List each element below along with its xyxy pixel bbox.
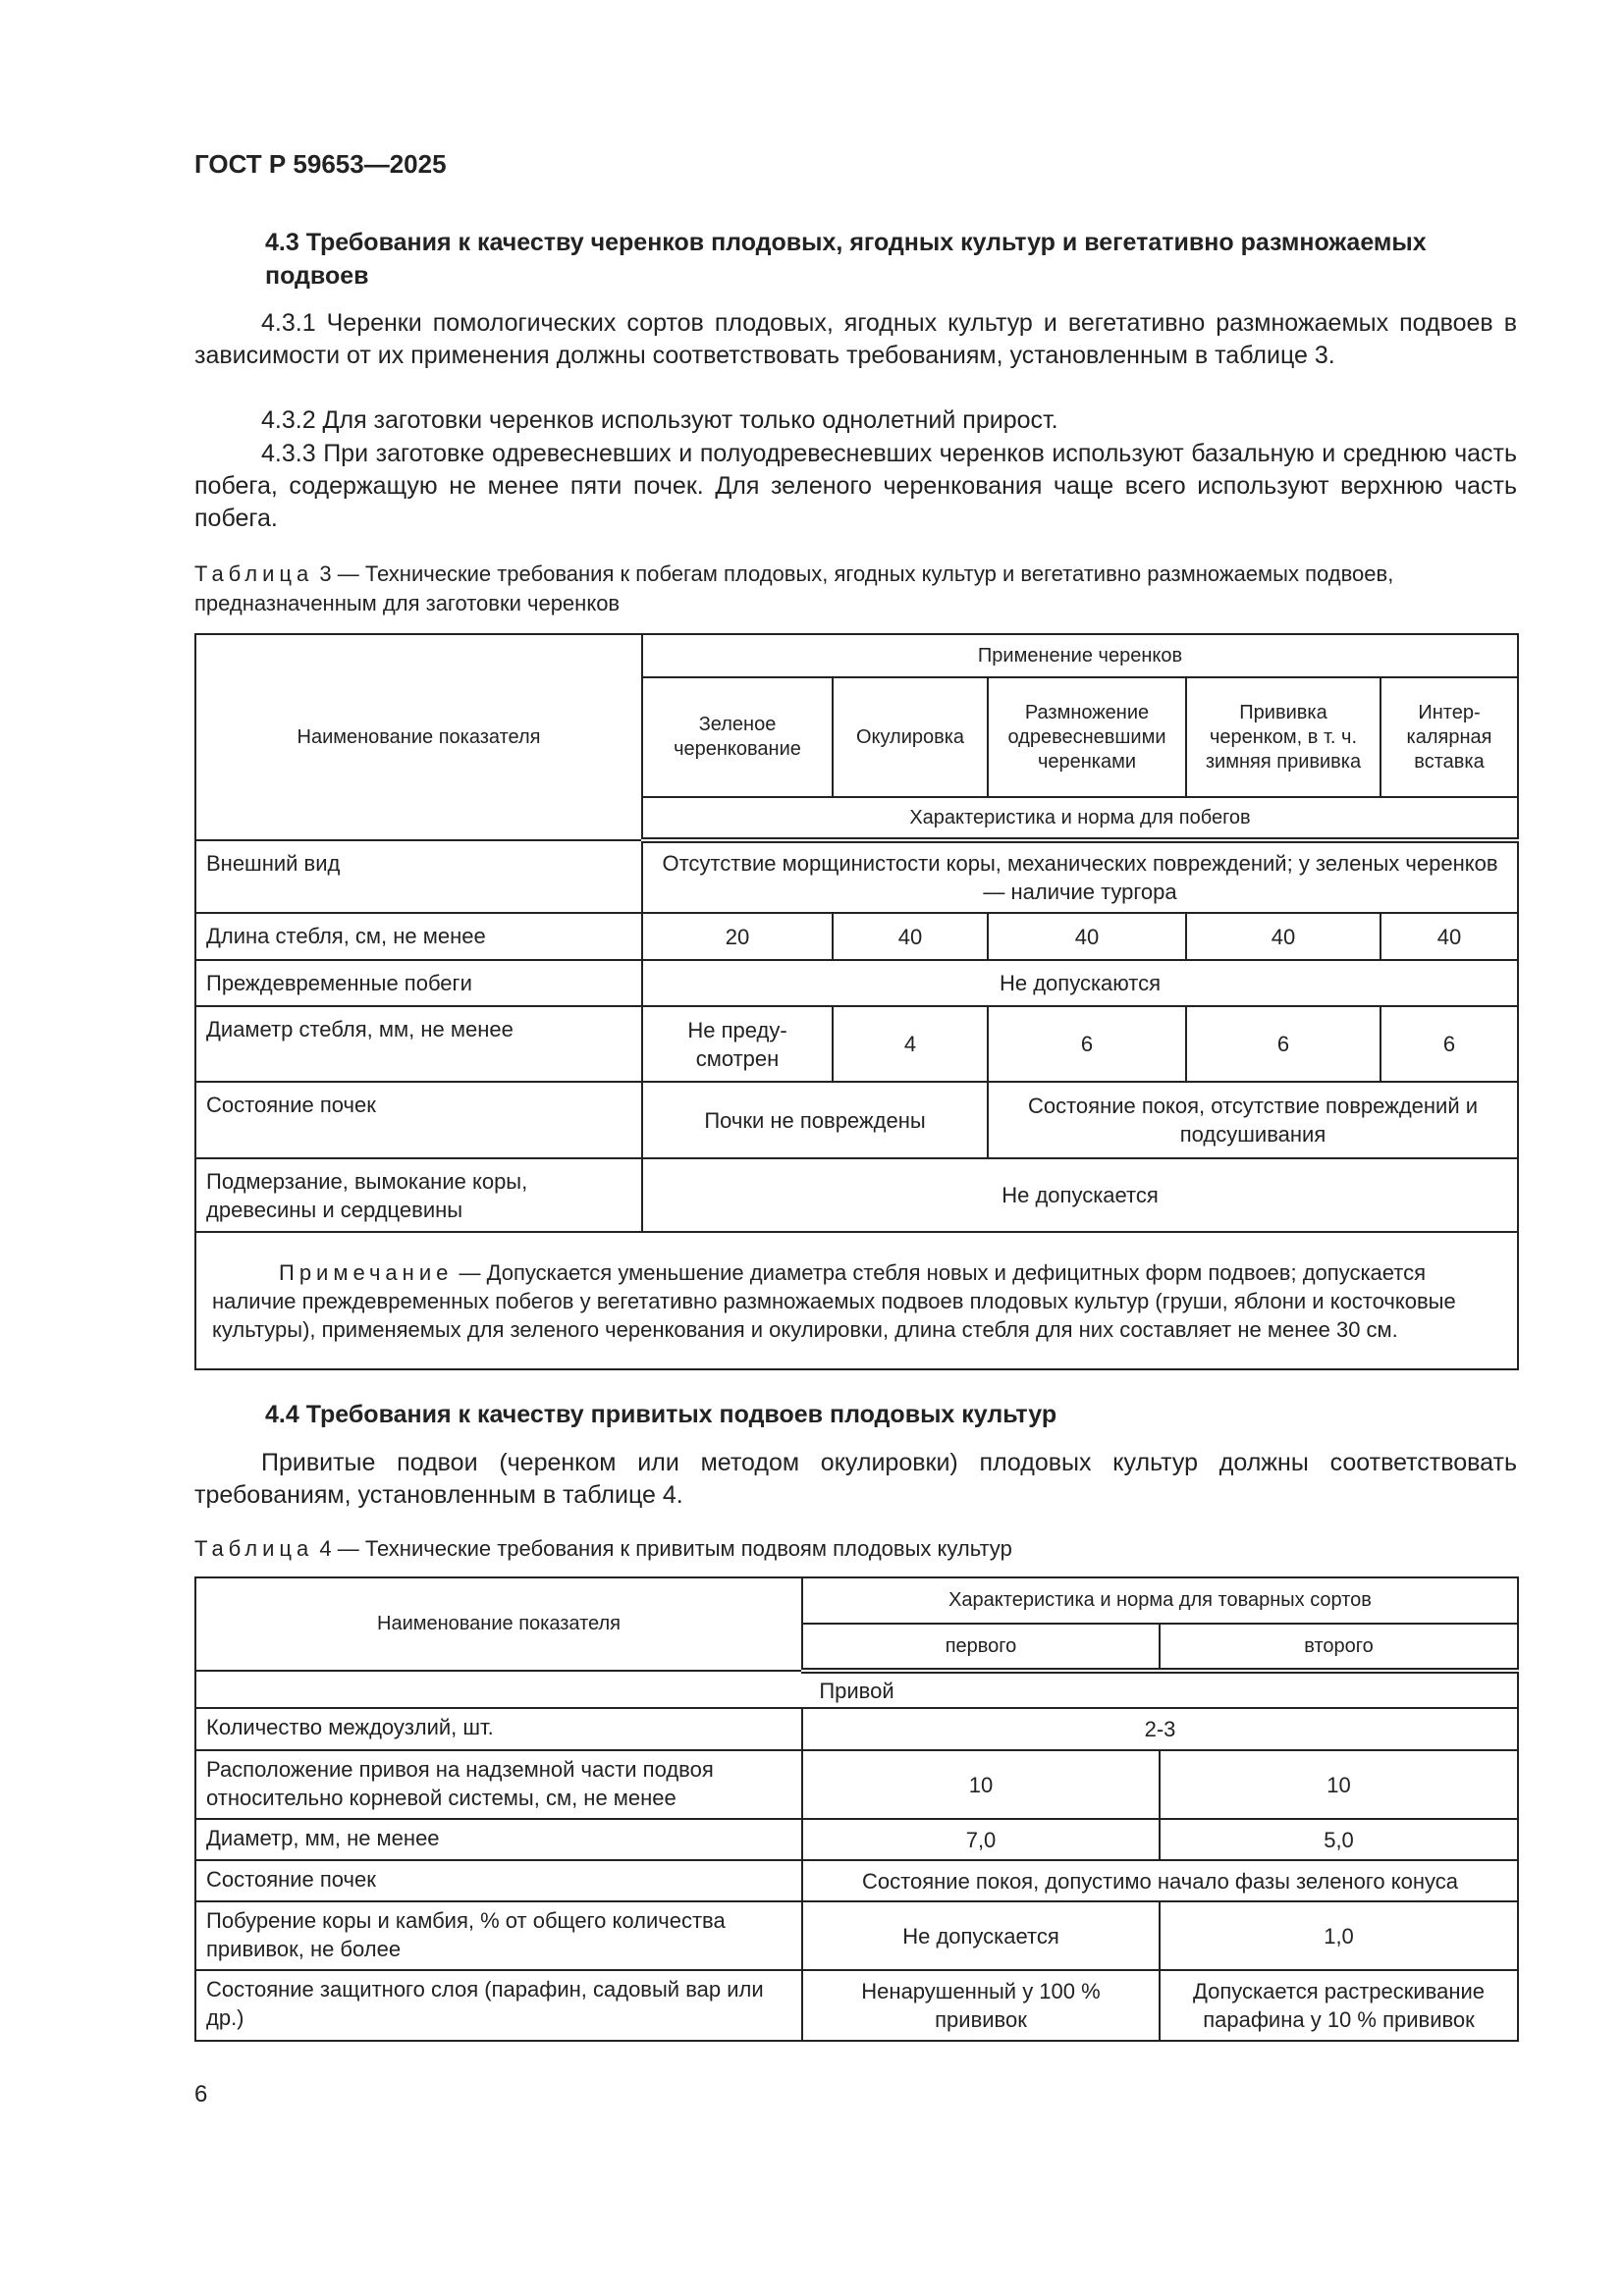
column-header: первого — [802, 1624, 1160, 1671]
column-header: Прививка черенком, в т. ч. зимняя прививка — [1186, 677, 1380, 797]
cell: 2-3 — [802, 1708, 1518, 1750]
column-header-name: Наименование показателя — [195, 1577, 802, 1671]
row-name: Состояние почек — [195, 1860, 802, 1901]
cell: 6 — [1186, 1006, 1380, 1082]
row-name: Расположение привоя на надземной части подвоя относительно корневой системы, см, не менее — [195, 1750, 802, 1819]
column-header: Окулировка — [833, 677, 988, 797]
row-name: Состояние защитного слоя (парафин, садовый вар или др.) — [195, 1970, 802, 2041]
cell: 1,0 — [1160, 1901, 1518, 1970]
table-4-caption — [194, 1534, 1517, 1564]
column-header: Размножение одревесневшими черенками — [988, 677, 1186, 797]
page-number: 6 — [194, 2081, 208, 2108]
cell: Не допускаются — [642, 960, 1518, 1006]
cell: 4 — [833, 1006, 988, 1082]
row-name: Подмерзание, вымокание коры, древесины и сердцевины — [195, 1158, 642, 1232]
row-name: Длина стебля, см, не менее — [195, 913, 642, 960]
table-3-caption — [194, 560, 1517, 618]
paragraph-text: 4.3.2 Для заготовки черенков используют только однолетний прирост. — [261, 406, 1058, 434]
cell: 7,0 — [802, 1819, 1160, 1860]
caption-text: 3 — Технические требования к побегам плодовых, ягодных культур и вегетативно размножаемых подвоев, предназначенным для заготовки черенков — [194, 561, 1394, 615]
cell: 6 — [988, 1006, 1186, 1082]
cell: 40 — [833, 913, 988, 960]
cell: Состояние покоя, допустимо начало фазы зеленого конуса — [802, 1860, 1518, 1901]
table-3 — [194, 633, 1519, 1370]
caption-text: 4 — Технические требования к привитым подвоям плодовых культур — [319, 1536, 1012, 1561]
table-note — [195, 1232, 1518, 1369]
column-header-name: Наименование показателя — [195, 634, 642, 840]
paragraph-4-3-2 — [194, 404, 1517, 437]
section-4-4-heading: 4.4 Требования к качеству привитых подвоев плодовых культур — [265, 1401, 1057, 1428]
paragraph-4-3-1 — [194, 307, 1517, 372]
table-label: Таблица — [194, 1536, 314, 1561]
cell: Почки не повреждены — [642, 1082, 988, 1158]
group-header: Характеристика и норма для товарных сортов — [802, 1577, 1518, 1624]
row-name: Состояние почек — [195, 1082, 642, 1158]
row-name: Внешний вид — [195, 840, 642, 913]
row-name: Количество междоузлий, шт. — [195, 1708, 802, 1750]
paragraph-text: 4.3.3 При заготовке одревесневших и полуодревесневших черенков используют базальную и среднюю часть побега, содержащую не менее пяти почек. Для зеленого черенкования чаще всего используют верхнюю часть побега. — [194, 440, 1517, 532]
section-4-3-heading: 4.3 Требования к качеству черенков плодовых, ягодных культур и вегетативно размножаемых подвоев — [265, 229, 1427, 290]
row-name: Побурение коры и камбия, % от общего количества прививок, не более — [195, 1901, 802, 1970]
cell: 40 — [1186, 913, 1380, 960]
cell: 40 — [988, 913, 1186, 960]
group-header: Применение черенков — [642, 634, 1518, 677]
cell: Не преду-смотрен — [642, 1006, 833, 1082]
cell: Не допускается — [802, 1901, 1160, 1970]
paragraph-4-3-3 — [194, 438, 1517, 535]
paragraph-text: 4.3.1 Черенки помологических сортов плодовых, ягодных культур и вегетативно размножаемых подвоев в зависимости от их применения должны соответствовать требованиям, установленным в таблице 3. — [194, 309, 1517, 369]
cell: Состояние покоя, отсутствие повреждений и подсушивания — [988, 1082, 1518, 1158]
row-name: Преждевременные побеги — [195, 960, 642, 1006]
cell: 5,0 — [1160, 1819, 1518, 1860]
row-name: Диаметр стебля, мм, не менее — [195, 1006, 642, 1082]
subheader: Характеристика и норма для побегов — [642, 797, 1518, 840]
cell: 10 — [1160, 1750, 1518, 1819]
cell: Не допускается — [642, 1158, 1518, 1232]
note-label: Примечание — [279, 1259, 454, 1285]
document-header: ГОСТ Р 59653—2025 — [194, 149, 447, 179]
column-header: второго — [1160, 1624, 1518, 1671]
column-header: Зеленое черенкование — [642, 677, 833, 797]
cell: Допускается растрескивание парафина у 10 % прививок — [1160, 1970, 1518, 2041]
paragraph-text: Привитые подвои (черенком или методом окулировки) плодовых культур должны соответствовать требованиям, установленным в таблице 4. — [194, 1449, 1517, 1509]
table-label: Таблица — [194, 561, 314, 586]
cell: 20 — [642, 913, 833, 960]
note-text: — Допускается уменьшение диаметра стебля новых и дефицитных форм подвоев; допускается наличие преждевременных побегов у вегетативно размножаемых подвоев плодовых культур (груши, яблони и косточковые культуры), применяемых для зеленого черенкования и окулировки, длина стебля для них составляет не менее 30 см. — [212, 1259, 1456, 1342]
cell: Отсутствие морщинистости коры, механических повреждений; у зеленых черенков — наличие тургора — [642, 840, 1518, 913]
cell: 40 — [1380, 913, 1518, 960]
section-row: Привой — [195, 1671, 1518, 1708]
column-header: Интер-калярная вставка — [1380, 677, 1518, 797]
cell: 6 — [1380, 1006, 1518, 1082]
table-4 — [194, 1576, 1519, 2042]
cell: Ненарушенный у 100 % прививок — [802, 1970, 1160, 2041]
paragraph-4-4 — [194, 1447, 1517, 1512]
cell: 10 — [802, 1750, 1160, 1819]
row-name: Диаметр, мм, не менее — [195, 1819, 802, 1860]
